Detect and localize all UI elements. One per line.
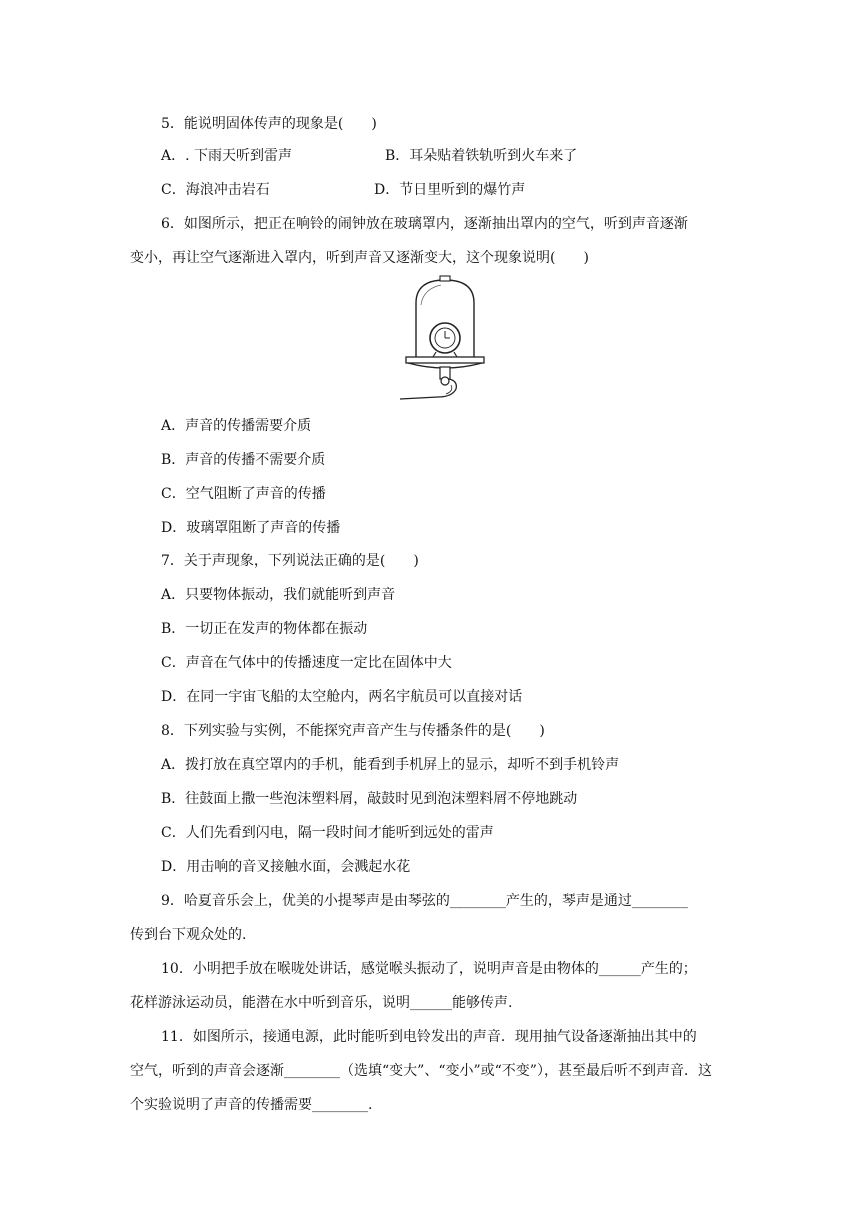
q8-option-a: A．拨打放在真空罩内的手机，能看到手机屏上的显示，却听不到手机铃声 [161, 757, 620, 773]
q11-line3: 个实验说明了声音的传播需要________. [130, 1097, 373, 1113]
q5-stem: 5．能说明固体传声的现象是( ) [161, 116, 377, 132]
q10-line1: 10．小明把手放在喉咙处讲话，感觉喉头振动了，说明声音是由物体的______产生的； [161, 961, 697, 977]
q5-option-c: C．海浪冲击岩石 [161, 182, 270, 198]
q5-option-b: B．耳朵贴着铁轨听到火车来了 [385, 148, 578, 164]
q6-option-d: D．玻璃罩阻断了声音的传播 [161, 520, 341, 536]
q7-stem: 7．关于声现象，下列说法正确的是( ) [161, 553, 419, 569]
q10-line2: 花样游泳运动员，能潜在水中听到音乐，说明______能够传声. [130, 995, 513, 1011]
q11-line1: 11．如图所示，接通电源，此时能听到电铃发出的声音．现用抽气设备逐渐抽出其中的 [161, 1029, 697, 1045]
q7-option-c: C．声音在气体中的传播速度一定比在固体中大 [161, 655, 452, 671]
q7-option-d: D．在同一宇宙飞船的太空舱内，两名宇航员可以直接对话 [161, 689, 523, 705]
q8-option-d: D．用击响的音叉接触水面，会溅起水花 [161, 859, 411, 875]
jar-knob [440, 276, 450, 281]
q6-option-a: A．声音的传播需要介质 [161, 418, 312, 434]
q7-option-a: A．只要物体振动，我们就能听到声音 [161, 587, 396, 603]
base-plate-top [406, 357, 484, 363]
q8-option-c: C．人们先看到闪电，隔一段时间才能听到远处的雷声 [161, 825, 494, 841]
bell-jar-diagram [396, 275, 494, 405]
air-tube-inner [446, 385, 452, 394]
q6-stem-line1: 6．如图所示，把正在响铃的闹钟放在玻璃罩内，逐渐抽出罩内的空气，听到声音逐渐 [161, 216, 688, 232]
q8-stem: 8．下列实验与实例，不能探究声音产生与传播条件的是( ) [161, 723, 545, 739]
valve-knob [441, 377, 449, 385]
q9-line1: 9．哈夏音乐会上，优美的小提琴声是由琴弦的________产生的，琴声是通过________ [161, 893, 688, 909]
q6-option-b: B．声音的传播不需要介质 [161, 452, 326, 468]
q7-option-b: B．一切正在发声的物体都在振动 [161, 621, 368, 637]
glass-jar-highlight [421, 285, 441, 305]
q6-stem-line2: 变小，再让空气逐渐进入罩内，听到声音又逐渐变大，这个现象说明( ) [130, 250, 589, 266]
q8-option-b: B．往鼓面上撒一些泡沫塑料屑，敲鼓时见到泡沫塑料屑不停地跳动 [161, 791, 578, 807]
q11-line2: 空气，听到的声音会逐渐________（选填“变大”、“变小”或“不变”），甚至最后听不到声音．这 [130, 1063, 712, 1079]
bell-jar-figure [396, 275, 494, 405]
clock-leg-left [433, 352, 436, 357]
clock-leg-right [454, 352, 457, 357]
q5-option-a: A．. 下雨天听到雷声 [161, 148, 293, 164]
q9-line2: 传到台下观众处的. [130, 927, 247, 943]
q6-option-c: C．空气阻断了声音的传播 [161, 486, 326, 502]
q5-option-d: D．节日里听到的爆竹声 [374, 182, 526, 198]
